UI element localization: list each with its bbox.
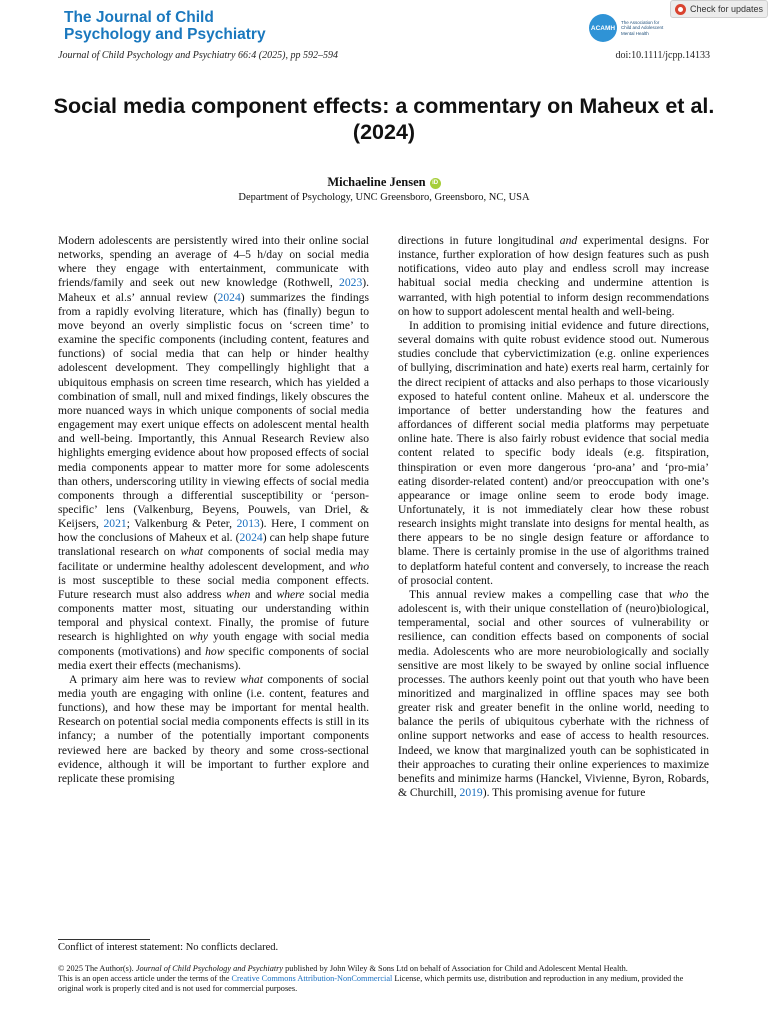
doi-link[interactable]: doi:10.1111/jcpp.14133: [615, 50, 710, 61]
citation-link[interactable]: 2019: [459, 786, 483, 800]
conflict-of-interest: Conflict of interest statement: No conflicts declared.: [58, 942, 279, 953]
body-column-right: [398, 234, 709, 800]
journal-logo-line2: Psychology and Psychiatry: [64, 26, 266, 43]
acamh-logo-mark: ACAMH: [589, 14, 617, 42]
check-for-updates-button[interactable]: [670, 0, 768, 18]
journal-logo: [64, 9, 266, 43]
journal-citation: Journal of Child Psychology and Psychiatry 66:4 (2025), pp 592–594: [58, 50, 338, 61]
acamh-logo: [589, 14, 665, 42]
journal-logo-line1: The Journal of Child: [64, 9, 214, 26]
body-column-left: [58, 234, 369, 786]
check-for-updates-label: Check for updates: [690, 4, 764, 14]
crossmark-icon: [675, 4, 686, 15]
body-paragraph: In addition to promising initial evidence and future directions, several domains with quite robust evidence stood out. Numerous studies conclude that cybervictimization (e.g. online experiences of bullying, discrimination and hate) exerts real harm, certainly for the direct recipient of attacks and also perhaps to those vicariously exposed to hateful content online. Maheux et al. underscore the importance of better understanding how the features and affordances of different social media platforms may perpetuate online hate. There is also fairly robust evidence that social media content related to specific body ideals (e.g. fitspiration, thinspiration or even more dangerous ‘pro-ana’ and ‘pro-mia’ eating disorder-related content) and/or preoccupation with one’s appearance or image online seem to erode body image. Unfortunately, it is not immediately clear how these robust research insights might translate into designs for mental health, as there appears to be no single design feature or affordance to blame. There is certainly promise in the use of algorithms trained to deplatform hateful content and conversely, to increase the reach of prosocial content.: [398, 318, 709, 587]
license-pre: This is an open access article under the terms of the: [58, 973, 232, 983]
license-post: License, which permits use, distribution and reproduction in any medium, provided the original work is properly cited and is not used for commercial purposes.: [58, 973, 684, 993]
article-title: Social media component effects: a commentary on Maheux et al. (2024): [53, 94, 715, 144]
citation-link[interactable]: 2013: [236, 517, 260, 531]
license-line: [58, 974, 709, 994]
author-name[interactable]: Michaeline Jensen: [327, 175, 426, 189]
copyright-pre: © 2025 The Author(s).: [58, 964, 136, 973]
license-link[interactable]: Creative Commons Attribution-NonCommercial: [231, 973, 393, 983]
citation-link[interactable]: 2023: [339, 276, 363, 290]
body-paragraph: directions in future longitudinal and experimental designs. For instance, further exploration of how design features such as push notifications, video auto play and endless scroll may increase habitual social media checking and undermine attention is warranted, with high potential to inform design recommendations on how to support adolescent mental health and well-being.: [398, 234, 709, 318]
acamh-logo-text: The Association for Child and Adolescent Mental Health: [621, 19, 664, 36]
orcid-icon[interactable]: iD: [430, 178, 441, 189]
copyright-journal: Journal of Child Psychology and Psychiatry: [135, 964, 284, 973]
copyright-line: [58, 964, 709, 974]
citation-link[interactable]: 2024: [239, 531, 263, 545]
body-paragraph: A primary aim here was to review what components of social media youth are engaging with online (i.e. content, features and functions), and how these may be important for mental health. Research on potential social media components effects is still in its infancy; a number of the potentially important components reviewed here are backed by theory and some cross-sectional evidence, although it will be important to further explore and replicate these promising: [58, 672, 369, 785]
body-paragraph: This annual review makes a compelling case that who the adolescent is, with their unique constellation of (neuro)biological, temperamental, social and other sources of vulnerability or resilience, can condition effects based on components of social media. Adolescents who are more neurobiologically and socially sensitive are most likely to be swayed by online social influence processes. The authors keenly point out that youth who have been minoritized and marginalized in offline spaces may see both greater risk and greater benefit in the online world, needing to balance the perils of ubiquitous cyberhate with the richness of online support networks and ease of access to health resources. Indeed, we know that marginalized youth can be sophisticated in their approaches to curating their online experiences to maximize benefits and minimize harms (Hanckel, Vivienne, Byron, Robards, & Churchill, 2019). This promising avenue for future: [398, 587, 709, 800]
author-affiliation: Department of Psychology, UNC Greensboro, Greensboro, NC, USA: [238, 192, 530, 203]
copyright-notice: [58, 964, 709, 993]
citation-link[interactable]: 2024: [217, 290, 241, 304]
copyright-post: published by John Wiley & Sons Ltd on behalf of Association for Child and Adolescent Mental Health.: [283, 964, 628, 973]
footnote-divider: [58, 939, 150, 940]
author-line: [0, 175, 768, 190]
body-paragraph: Modern adolescents are persistently wired into their online social networks, spending an average of 4–5 h/day on social media where they engage with entertainment, communicate with friends/family and seek out new knowledge (Rothwell, 2023). Maheux et al.s’ annual review (2024) summarizes the findings from a rapidly evolving literature, which has (finally) begun to move beyond an overly simplistic focus on ‘screen time’ to examine the specific components (including content, features and functions) of social media that can help or hinder healthy adolescent development. They compellingly highlight that a ubiquitous emphasis on screen time research, which has yielded a combination of small, null and mixed findings, likely obscures the more nuanced ways in which unique components of social media engagement may exert unique effects on adolescent mental health and well-being. Importantly, this Annual Research Review also highlights emerging evidence about how proposed effects of social media components appear to matter more for some adolescents than others, underscoring utility in viewing effects of social media components through a differential susceptibility or ‘person-specific’ lens (Valkenburg, Beyens, Pouwels, van Driel, & Keijsers, 2021; Valkenburg & Peter, 2013). Here, I comment on how the conclusions of Maheux et al. (2024) can help shape future translational research on what components of social media may facilitate or undermine healthy adolescent development, and who is most susceptible to these social media component effects. Future research must also address when and where social media components matter most, situating our understanding within temporal and physical context. Finally, the promise of future research is highlighted on why youth engage with social media components (motivations) and how specific components of social media exert their effects (mechanisms).: [58, 234, 370, 672]
citation-link[interactable]: 2021: [103, 517, 127, 531]
